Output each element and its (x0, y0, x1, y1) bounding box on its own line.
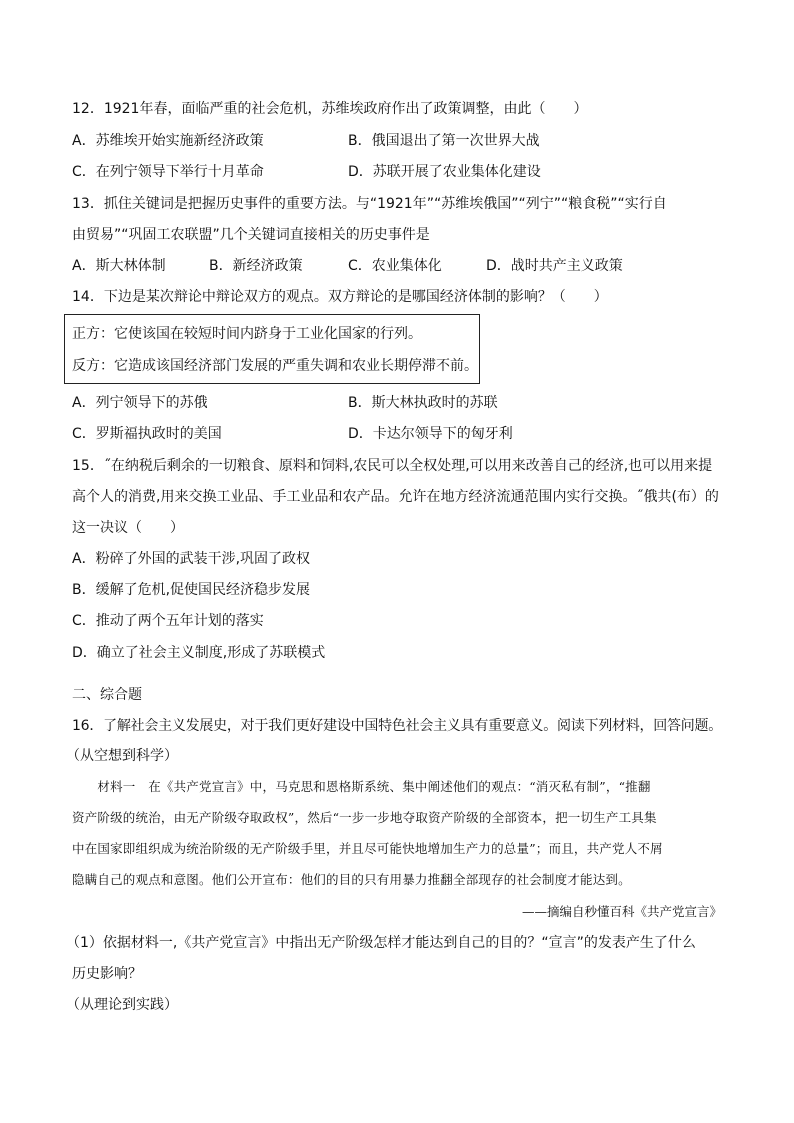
q12-option-a: A．苏维埃开始实施新经济政策 (72, 133, 264, 149)
material-line: 隐瞒自己的观点和意图。他们公开宣布：他们的目的只有用暴力推翻全部现存的社会制度才能达到。 (72, 872, 631, 887)
debate-con-statement: 反方：它造成该国经济部门发展的严重失调和农业长期停滞不前。 (72, 358, 478, 374)
q15-option-b: B．缓解了危机,促使国民经济稳步发展 (72, 582, 311, 598)
q14-option-d: D．卡达尔领导下的匈牙利 (348, 426, 513, 442)
q14-option-c: C．罗斯福执政时的美国 (72, 426, 222, 442)
q12-option-c: C．在列宁领导下举行十月革命 (72, 164, 264, 180)
q16-subtopic-1: （从空想到科学） (66, 748, 178, 764)
q16-question-1-line1: （1）依据材料一,《共产党宣言》中指出无产阶级怎样才能达到自己的目的？“宣言”的发表产生了什么 (66, 935, 696, 951)
q15-stem-line2: 高个人的消费,用来交换工业品、手工业品和农产品。允许在地方经济流通范围内实行交换。˝俄共(布）的 (72, 489, 719, 505)
section-heading: 二、综合题 (72, 687, 142, 703)
q13-option-c: C．农业集体化 (348, 258, 442, 274)
material-line: 资产阶级的统治，由无产阶级夺取政权”，然后“一步一步地夺取资产阶级的全部资本，把一切生产工具集 (72, 810, 657, 825)
q13-stem-line1: 13．抓住关键词是把握历史事件的重要方法。与“1921年”“苏维埃俄国”“列宁”“粮食税”“实行自 (72, 196, 667, 212)
q12-stem: 12．1921年春，面临严重的社会危机，苏维埃政府作出了政策调整，由此（ ） (72, 101, 588, 117)
material-source: ——摘编自秒懂百科《共产党宣言》 (521, 904, 722, 919)
q13-option-a: A．斯大林体制 (72, 258, 166, 274)
q16-stem: 16．了解社会主义发展史，对于我们更好建设中国特色社会主义具有重要意义。阅读下列材料，回答问题。 (72, 718, 722, 734)
q15-option-c: C．推动了两个五年计划的落实 (72, 613, 264, 629)
q12-option-d: D．苏联开展了农业集体化建设 (348, 164, 541, 180)
q15-option-d: D．确立了社会主义制度,形成了苏联模式 (72, 645, 326, 661)
debate-pro-statement: 正方：它使该国在较短时间内跻身于工业化国家的行列。 (72, 326, 422, 342)
q15-option-a: A．粉碎了外国的武装干涉,巩固了政权 (72, 551, 311, 567)
q16-subtopic-2: （从理论到实践） (66, 997, 178, 1013)
q15-stem-line1: 15．˝在纳税后剩余的一切粮食、原料和饲料,农民可以全权处理,可以用来改善自己的经济,也可以用来提 (72, 458, 713, 474)
q13-stem-line2: 由贸易”“巩固工农联盟”几个关键词直接相关的历史事件是 (72, 227, 430, 243)
q14-option-b: B．斯大林执政时的苏联 (348, 395, 498, 411)
q16-question-1-line2: 历史影响？ (72, 966, 142, 982)
q14-stem: 14．下边是某次辩论中辩论双方的观点。双方辩论的是哪国经济体制的影响？（ ） (72, 289, 608, 305)
q12-option-b: B．俄国退出了第一次世界大战 (348, 133, 540, 149)
q13-option-b: B．新经济政策 (209, 258, 303, 274)
q14-option-a: A．列宁领导下的苏俄 (72, 395, 208, 411)
q15-stem-line3: 这一决议（ ） (72, 520, 184, 536)
q13-option-d: D．战时共产主义政策 (486, 258, 623, 274)
debate-box (64, 314, 480, 384)
material-line: 中在国家即组织成为统治阶级的无产阶级手里，并且尽可能快地增加生产力的总量”；而且，共产党人不屑 (72, 841, 663, 856)
material-line: 材料一 在《共产党宣言》中，马克思和恩格斯系统、集中阐述他们的观点：“消灭私有制”，“推翻 (72, 779, 651, 794)
